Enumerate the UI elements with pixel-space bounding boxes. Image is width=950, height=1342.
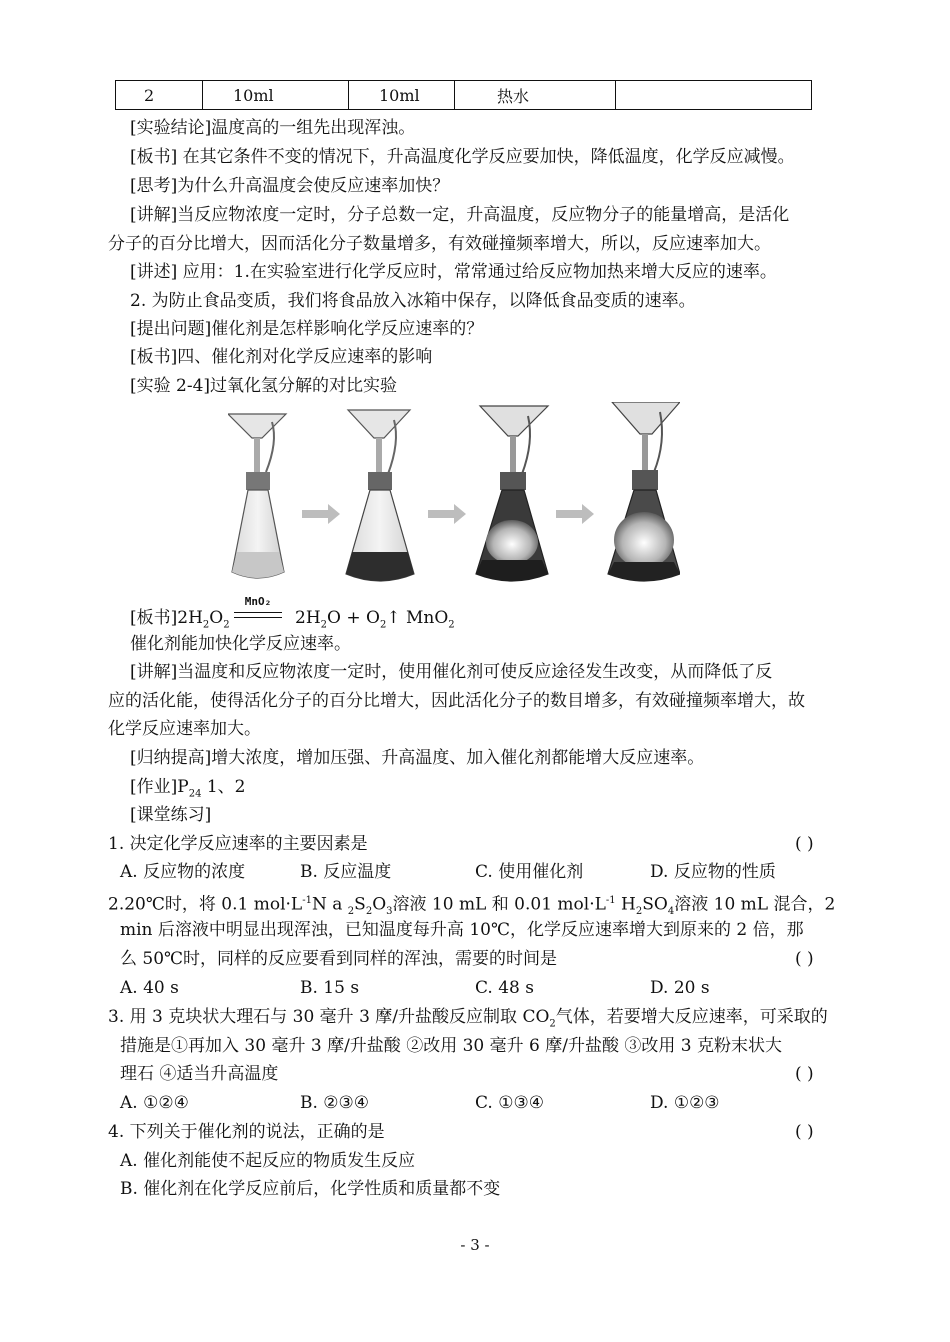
page-number: - 3 - xyxy=(460,1236,490,1254)
subscript: 2 xyxy=(635,906,643,918)
superscript: -1 xyxy=(302,895,312,906)
reaction-equals-sign xyxy=(234,612,282,618)
subscript: 2 xyxy=(448,619,455,631)
q2-text: H xyxy=(615,894,636,915)
question-4-stem: 4. 下列关于催化剂的说法，正确的是 xyxy=(108,1122,385,1142)
equation-text: O xyxy=(209,608,224,628)
text-line: 2. 为防止食品变质，我们将食品放入冰箱中保存，以降低食品变质的速率。 xyxy=(130,291,696,311)
option-a: A. 40 s xyxy=(120,978,179,998)
equation-line xyxy=(130,607,455,636)
subscript: 2 xyxy=(202,619,210,631)
question-3-stem xyxy=(108,1006,828,1035)
text-line: [思考]为什么升高温度会使反应速率加快？ xyxy=(130,176,450,196)
option-d: D. 反应物的性质 xyxy=(650,862,776,882)
option-c: C. ①③④ xyxy=(475,1093,544,1113)
text-line: [课堂练习] xyxy=(130,805,212,825)
subscript: 2 xyxy=(223,619,230,631)
table-cell xyxy=(616,81,812,110)
answer-blank: ( ) xyxy=(795,1122,814,1142)
subscript: 4 xyxy=(667,906,675,918)
table-cell: 10ml xyxy=(203,81,349,110)
table-cell: 2 xyxy=(116,81,203,110)
equation-text: ↑ MnO xyxy=(386,608,449,628)
q2-text: SO xyxy=(642,894,668,915)
q3-text: 气体，若要增大反应速率，可采取的 xyxy=(555,1007,828,1027)
option-b: B. 反应温度 xyxy=(300,862,392,882)
subscript: 2 xyxy=(347,906,355,918)
text-line: [讲解]当反应物浓度一定时，分子总数一定，升高温度，反应物分子的能量增高，是活化 xyxy=(130,205,790,225)
text-line: [归纳提高]增大浓度，增加压强、升高温度、加入催化剂都能增大反应速率。 xyxy=(130,748,705,768)
text-line: [讲述] 应用：1.在实验室进行化学反应时，常常通过给反应物加热来增大反应的速率。 xyxy=(130,262,777,282)
subscript: 24 xyxy=(188,788,202,800)
subscript: 2 xyxy=(365,906,373,918)
q2-text: 溶液 10 mL 混合，2 xyxy=(674,894,836,915)
text-line: [讲解]当温度和反应物浓度一定时，使用催化剂可使反应途径发生改变，从而降低了反 xyxy=(130,662,773,682)
q2-text: 溶液 10 mL 和 0.01 mol·L xyxy=(392,894,606,915)
arrow-icon xyxy=(302,504,340,524)
text-line: 化学反应速率加大。 xyxy=(108,719,261,739)
text-line: [板书]四、催化剂对化学反应速率的影响 xyxy=(130,347,433,367)
option-d: D. ①②③ xyxy=(650,1093,720,1113)
q2-text: S xyxy=(354,894,366,915)
subscript: 2 xyxy=(379,619,387,631)
q2-text: O xyxy=(372,894,387,915)
question-1-stem: 1. 决定化学反应速率的主要因素是 xyxy=(108,834,368,854)
question-3-line: 措施是①再加入 30 毫升 3 摩/升盐酸 ②改用 30 毫升 6 摩/升盐酸 ③改用 3 克粉末状大 xyxy=(120,1036,783,1056)
option-d: D. 20 s xyxy=(650,978,710,998)
text-line xyxy=(130,776,245,805)
q2-text: N a xyxy=(311,894,348,915)
subscript: 3 xyxy=(386,906,393,918)
table-row xyxy=(116,81,812,110)
q3-text: 3. 用 3 克块状大理石与 30 毫升 3 摩/升盐酸反应制取 CO xyxy=(108,1007,550,1027)
arrow-icon xyxy=(428,504,466,524)
text-line: 催化剂能加快化学反应速率。 xyxy=(130,634,351,654)
text-line: [板书] 在其它条件不变的情况下，升高温度化学反应要加快，降低温度，化学反应减慢。 xyxy=(130,147,795,167)
superscript: -1 xyxy=(605,895,616,906)
homework-items: 1、2 xyxy=(201,777,246,797)
subscript: 2 xyxy=(549,1018,556,1030)
flask-2 xyxy=(346,410,414,581)
answer-blank: ( ) xyxy=(795,834,814,854)
option-a: A. ①②④ xyxy=(120,1093,189,1113)
answer-blank: ( ) xyxy=(795,949,814,969)
homework-label: [作业]P xyxy=(130,777,189,797)
text-line: 分子的百分比增大，因而活化分子数量增多，有效碰撞频率增大，所以，反应速率加大。 xyxy=(108,234,771,254)
flask-4 xyxy=(608,402,680,581)
question-2-line: min 后溶液中明显出现浑浊，已知温度每升高 10℃，化学反应速率增大到原来的 2 倍，那 xyxy=(120,920,804,940)
answer-blank: ( ) xyxy=(795,1064,814,1084)
flask-3 xyxy=(476,406,548,581)
equation-text: O + O xyxy=(327,608,380,628)
arrow-icon xyxy=(556,504,594,524)
option-c: C. 48 s xyxy=(475,978,534,998)
text-line: [实验结论]温度高的一组先出现浑浊。 xyxy=(130,118,416,138)
equation-rhs: 2H xyxy=(289,608,321,628)
q2-text: 2.20℃时，将 0.1 mol·L xyxy=(108,894,303,915)
table-cell: 热水 xyxy=(455,81,616,110)
experiment-table xyxy=(115,80,812,110)
flask-experiment-image xyxy=(228,402,680,588)
question-2-line: 么 50℃时，同样的反应要看到同样的浑浊，需要的时间是 xyxy=(120,949,558,969)
equation-lhs: [板书]2H xyxy=(130,608,203,628)
option-b: B. 催化剂在化学反应前后，化学性质和质量都不变 xyxy=(120,1179,501,1199)
table-cell: 10ml xyxy=(349,81,455,110)
option-a: A. 催化剂能使不起反应的物质发生反应 xyxy=(120,1151,416,1171)
option-b: B. 15 s xyxy=(300,978,360,998)
text-line: 应的活化能，使得活化分子的百分比增大，因此活化分子的数目增多，有效碰撞频率增大，故 xyxy=(108,691,805,711)
option-b: B. ②③④ xyxy=(300,1093,370,1113)
text-line: [实验 2-4]过氧化氢分解的对比实验 xyxy=(130,376,398,396)
text-line: [提出问题]催化剂是怎样影响化学反应速率的？ xyxy=(130,319,484,339)
reaction-condition: MnO₂ xyxy=(244,595,272,608)
flask-1 xyxy=(228,414,286,578)
option-a: A. 反应物的浓度 xyxy=(120,862,246,882)
subscript: 2 xyxy=(320,619,328,631)
question-3-line: 理石 ④适当升高温度 xyxy=(120,1064,279,1084)
option-c: C. 使用催化剂 xyxy=(475,862,584,882)
